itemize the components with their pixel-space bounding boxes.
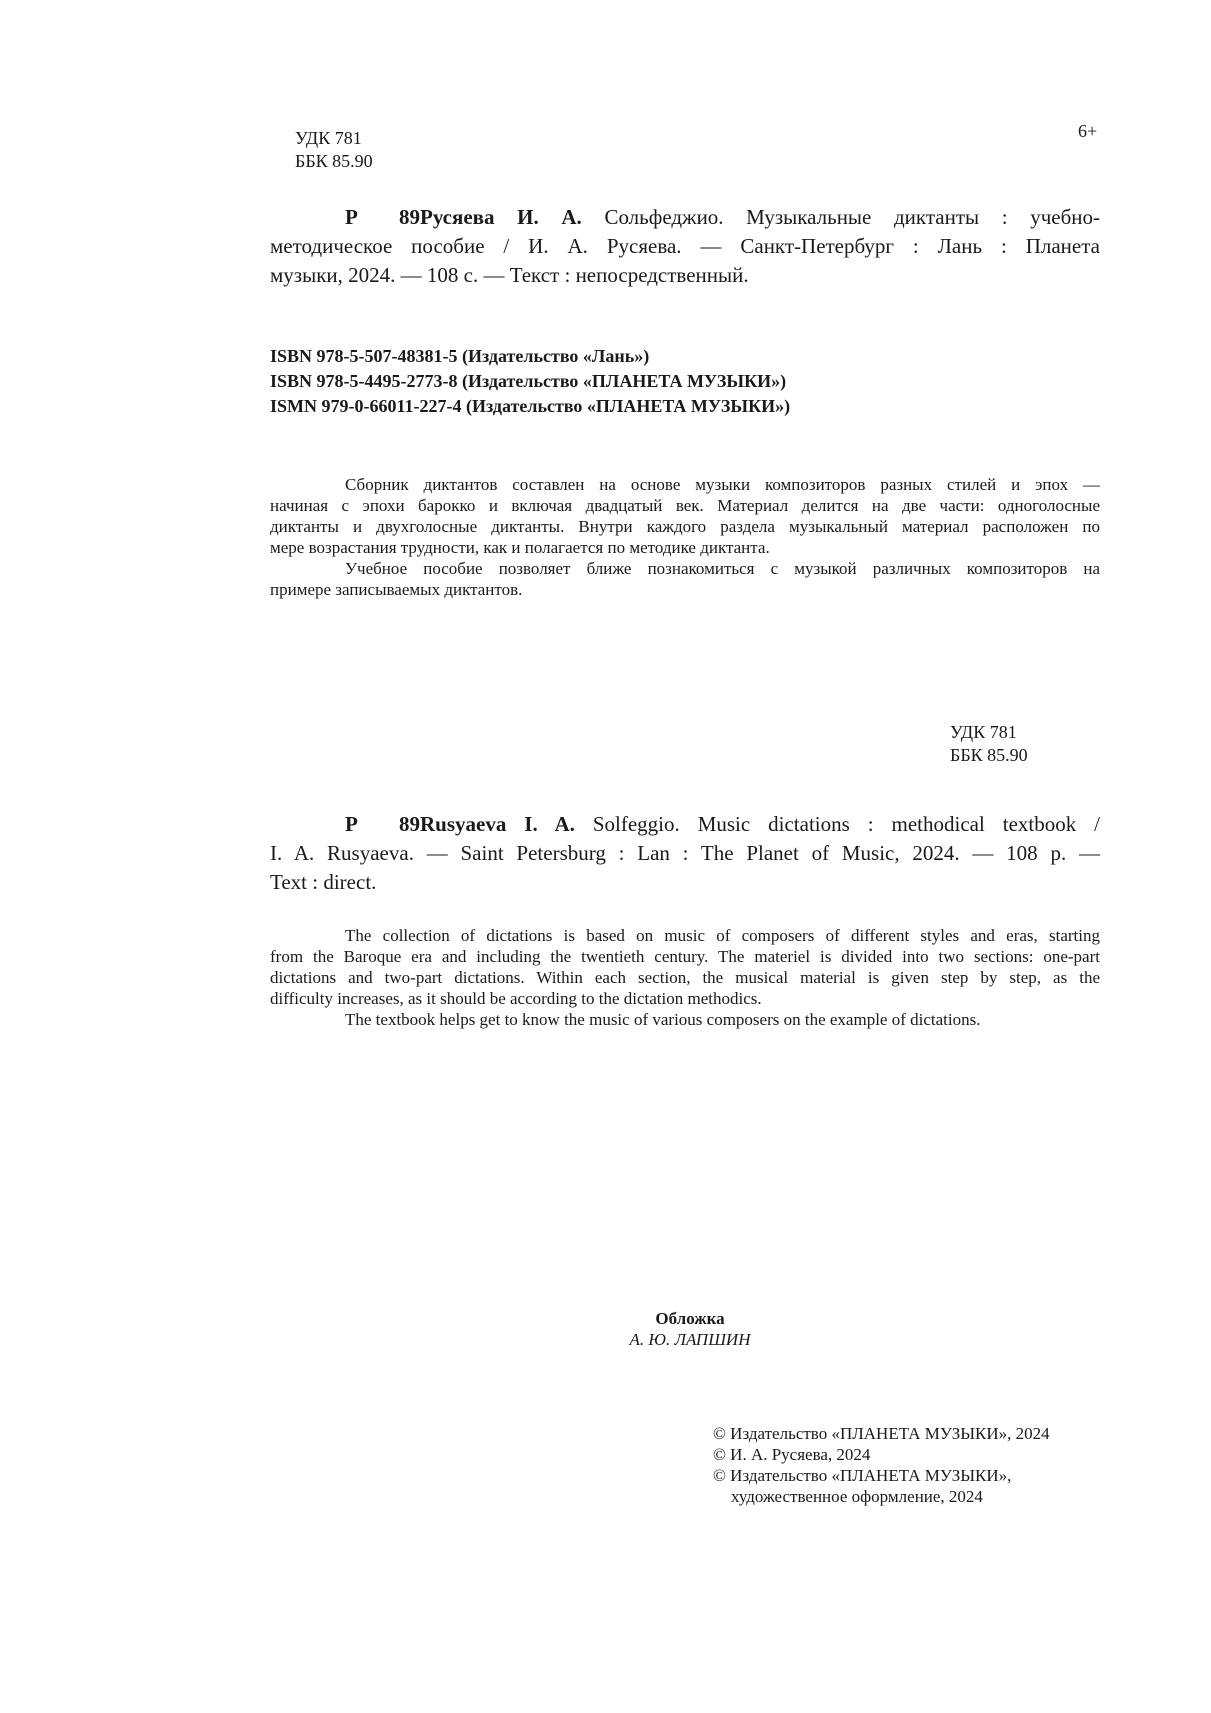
cover-artist: А. Ю. ЛАПШИН [629,1330,751,1349]
citation-line: методическое пособие / И. А. Русяева. — Санкт-Петербург : Лань : Планета [270,234,1100,258]
citation-line [270,203,1100,232]
citation-ru [270,203,1100,290]
abstract-line: difficulty increases, as it should be according to the dictation methodics. [270,989,762,1008]
abstract-line: dictations and two-part dictations. Within each section, the musical material is given step by step, as the [270,968,1100,987]
abstract-ru [270,474,1100,600]
isbn-line: ISBN 978-5-507-48381-5 (Издательство «Лань») [270,346,650,366]
abstract-line: диктанты и двухголосные диктанты. Внутри каждого раздела музыкальный материал расположен по [270,517,1100,536]
abstract-line: мере возрастания трудности, как и полагается по методике диктанта. [270,538,770,557]
citation-line: музыки, 2024. — 108 с. — Текст : непосредственный. [270,263,749,287]
citation-line: Text : direct. [270,870,377,894]
classification-ru [295,127,373,173]
citation-en [270,810,1100,897]
age-rating: 6+ [1078,121,1098,141]
citation-code: Р 89 [345,205,420,229]
citation-title: Solfeggio. Music dictations : methodical textbook / [592,812,1100,836]
udk-code: УДК 781 [950,722,1017,742]
bbk-code: ББК 85.90 [295,151,373,171]
abstract-line: The collection of dictations is based on music of composers of different styles and eras, starting [345,926,1100,945]
bbk-code: ББК 85.90 [950,745,1028,765]
copyright-line: © Издательство «ПЛАНЕТА МУЗЫКИ», 2024 [713,1424,1050,1443]
copyright-line: © И. А. Русяева, 2024 [713,1445,871,1464]
abstract-line: from the Baroque era and including the twentieth century. The materiel is divided into two sections: one-part [270,947,1100,966]
abstract-line: The textbook helps get to know the music of various composers on the example of dictations. [345,1010,981,1029]
abstract-en [270,925,1100,1030]
citation-author: Русяева И. А. [420,205,582,229]
copyright-block [713,1423,1050,1507]
citation-code: Р 89 [345,812,420,836]
isbn-line: ISBN 978-5-4495-2773-8 (Издательство «ПЛАНЕТА МУЗЫКИ») [270,371,787,391]
abstract-line: Сборник диктантов составлен на основе музыки композиторов разных стилей и эпох — [345,475,1100,494]
udk-code: УДК 781 [295,128,362,148]
citation-line [270,810,1100,839]
abstract-line: Учебное пособие позволяет ближе познакомиться с музыкой различных композиторов на [345,559,1100,578]
copyright-line: художественное оформление, 2024 [731,1487,983,1506]
abstract-line: начиная с эпохи барокко и включая двадцатый век. Материал делится на две части: одноголосные [270,496,1100,515]
classification-en [950,721,1028,767]
cover-credit [560,1308,820,1350]
citation-author: Rusyaeva I. A. [420,812,575,836]
isbn-list [270,344,790,419]
ismn-line: ISMN 979-0-66011-227-4 (Издательство «ПЛАНЕТА МУЗЫКИ») [270,396,791,416]
citation-line: I. A. Rusyaeva. — Saint Petersburg : Lan : The Planet of Music, 2024. — 108 p. — [270,841,1100,865]
copyright-line: © Издательство «ПЛАНЕТА МУЗЫКИ», [713,1466,1012,1485]
cover-label: Обложка [655,1309,725,1328]
citation-title: Сольфеджио. Музыкальные диктанты : учебно- [604,205,1101,229]
abstract-line: примере записываемых диктантов. [270,580,523,599]
